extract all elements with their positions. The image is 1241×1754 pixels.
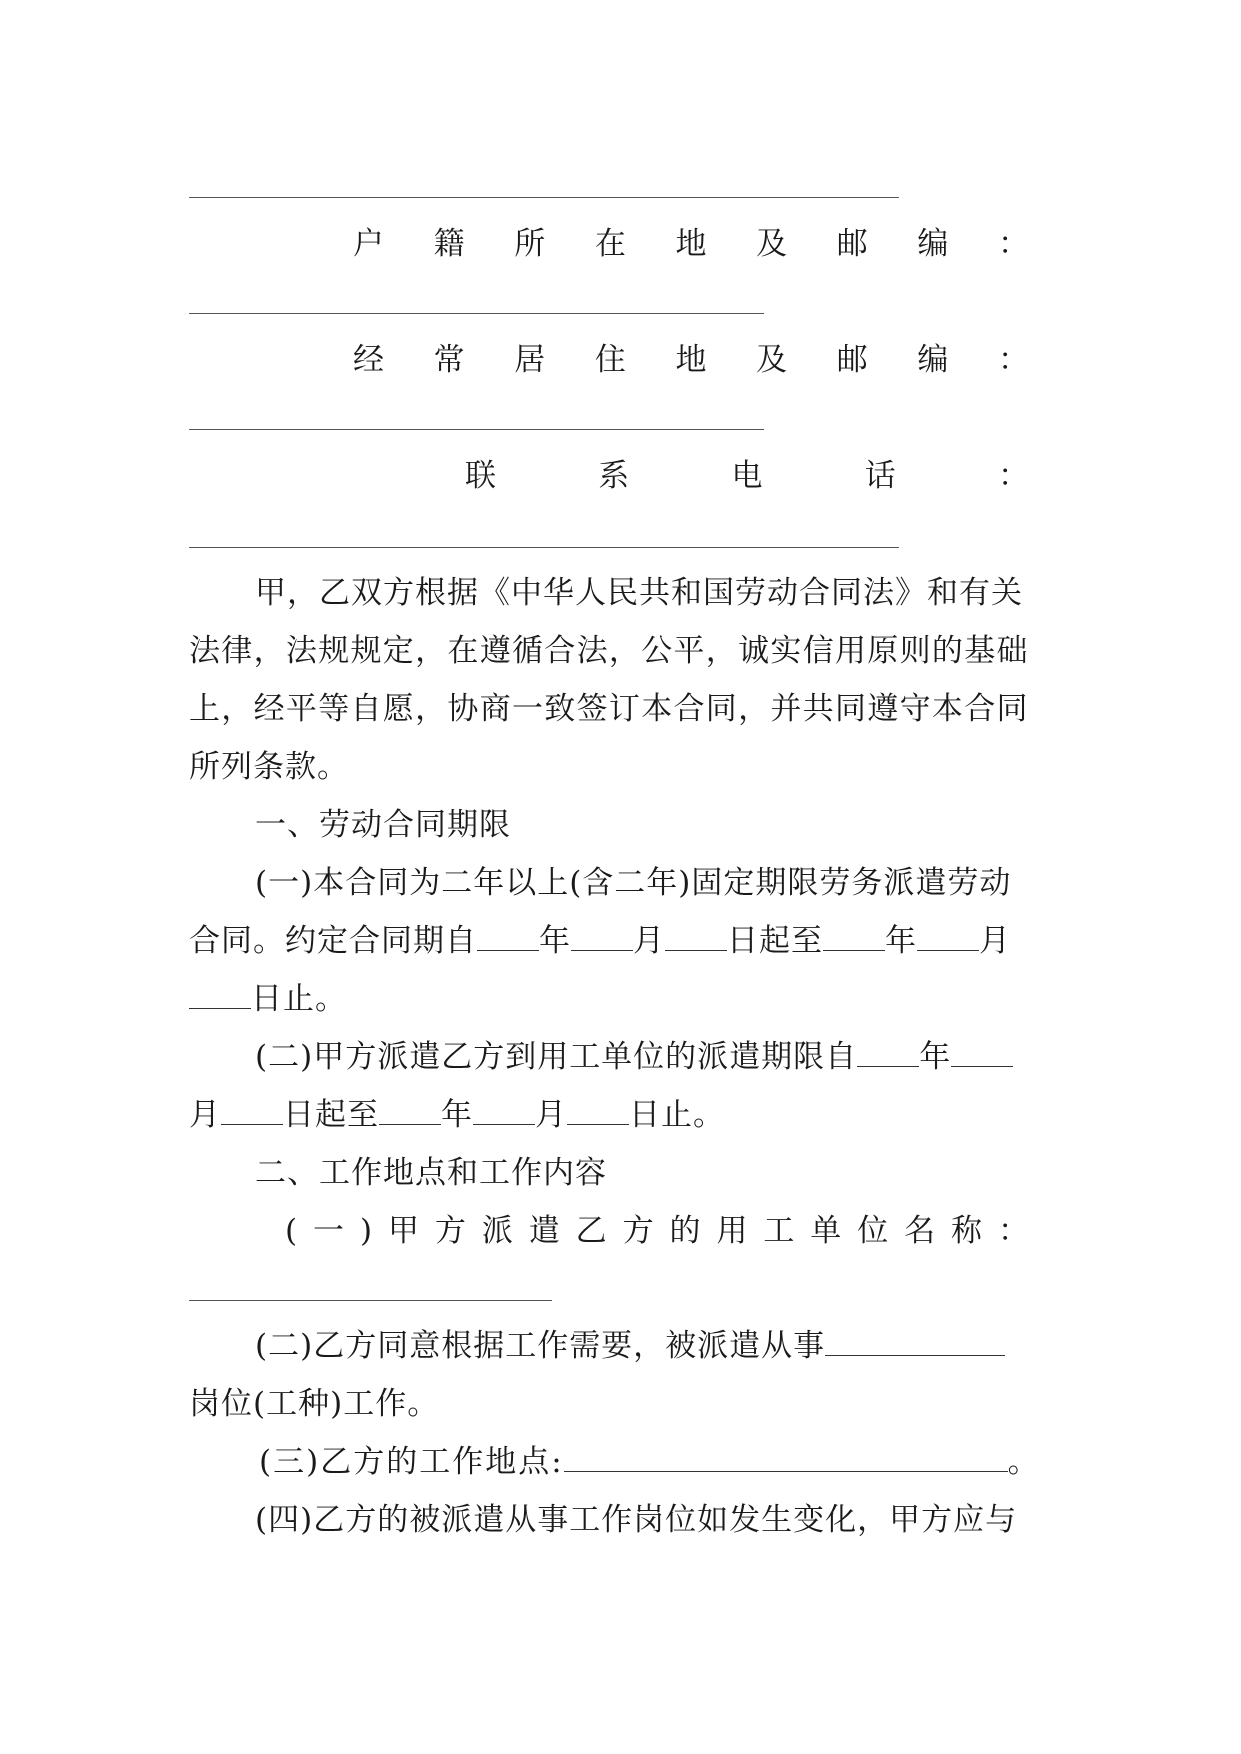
field-char: 户 <box>353 226 384 262</box>
fill-line <box>189 313 764 314</box>
field-char: 方 <box>622 1213 654 1249</box>
year-label: 年 <box>919 1039 952 1075</box>
job-post-label: (二)乙方同意根据工作需要，被派遣从事 <box>255 1328 826 1364</box>
field-char: 一 <box>313 1213 345 1249</box>
fill-line <box>189 197 899 198</box>
contract-period-label: 合同。约定合同期自 <box>189 923 477 959</box>
section-1-heading: 一、劳动合同期限 <box>255 807 511 843</box>
month-label: 月 <box>189 1097 221 1133</box>
field-phone <box>465 456 1029 496</box>
blank-field[interactable] <box>857 1038 919 1067</box>
field-char: 乙 <box>575 1213 607 1249</box>
field-char: 遣 <box>528 1213 560 1249</box>
blank-field[interactable] <box>825 1327 1005 1356</box>
period-mark: 。 <box>1007 1444 1041 1480</box>
field-char: 的 <box>669 1213 701 1249</box>
field-residence-address <box>353 340 1029 380</box>
field-char: 甲 <box>387 1213 419 1249</box>
field-hukou-address <box>353 224 1029 264</box>
field-char: 方 <box>434 1213 466 1249</box>
section-2-heading: 二、工作地点和工作内容 <box>255 1155 607 1191</box>
field-char: 派 <box>481 1213 513 1249</box>
day-end-label: 日止。 <box>251 981 347 1017</box>
fill-line <box>189 1300 552 1301</box>
field-char: 称 <box>951 1213 983 1249</box>
field-char: 编 <box>917 342 949 378</box>
field-char: 电 <box>731 458 763 494</box>
section-2-item-2-line-2: 岗位(工种)工作。 <box>189 1386 440 1422</box>
blank-field[interactable] <box>564 1443 1008 1472</box>
blank-field[interactable] <box>571 922 633 951</box>
field-char: 地 <box>675 226 707 262</box>
field-char: ) <box>359 1213 373 1249</box>
field-char: 在 <box>594 226 626 262</box>
intro-line-3: 上，经平等自愿，协商一致签订本合同，并共同遵守本合同 <box>189 691 1029 727</box>
year-label: 年 <box>539 923 571 959</box>
field-char: 及 <box>756 342 788 378</box>
intro-line-4: 所列条款。 <box>189 749 349 785</box>
blank-field[interactable] <box>951 1038 1013 1067</box>
month-label: 月 <box>535 1097 567 1133</box>
fill-line <box>189 429 764 430</box>
field-char: 名 <box>904 1213 936 1249</box>
field-char: 常 <box>433 342 465 378</box>
field-char: 邮 <box>836 342 868 378</box>
section-2-item-4-line-1: (四)乙方的被派遣从事工作岗位如发生变化，甲方应与 <box>255 1502 1018 1538</box>
field-char: 地 <box>675 342 707 378</box>
field-char: 单 <box>810 1213 842 1249</box>
dispatch-period-label: (二)甲方派遣乙方到用工单位的派遣期限自 <box>255 1039 858 1075</box>
year-label: 年 <box>441 1097 473 1133</box>
field-char: 编 <box>917 226 949 262</box>
field-char: 经 <box>353 342 384 378</box>
fill-line <box>189 547 899 548</box>
field-char: 话 <box>864 458 896 494</box>
field-char: ： <box>997 1213 1029 1249</box>
blank-field[interactable] <box>917 922 979 951</box>
section-2-item-2-line-1 <box>189 1326 1115 1366</box>
blank-field[interactable] <box>665 922 727 951</box>
field-char: ： <box>998 226 1029 262</box>
field-char: 系 <box>598 458 630 494</box>
field-char: 及 <box>756 226 788 262</box>
section-2-item-3 <box>189 1442 1119 1482</box>
section-1-item-1-line-1: (一)本合同为二年以上(含二年)固定期限劳务派遣劳动 <box>255 865 1012 901</box>
field-char: 籍 <box>433 226 465 262</box>
intro-line-2: 法律，法规规定，在遵循合法，公平，诚实信用原则的基础 <box>189 633 1029 669</box>
section-1-item-2-line-1 <box>189 1037 1115 1077</box>
month-label: 月 <box>633 923 665 959</box>
blank-field[interactable] <box>221 1096 283 1125</box>
blank-field[interactable] <box>189 980 251 1009</box>
day-from-label: 日起至 <box>727 923 823 959</box>
blank-field[interactable] <box>823 922 885 951</box>
field-char: 居 <box>514 342 546 378</box>
day-end-label: 日止。 <box>629 1097 725 1133</box>
field-char: 住 <box>594 342 626 378</box>
field-char: ( <box>285 1213 298 1249</box>
field-char: 所 <box>514 226 546 262</box>
field-char: ： <box>998 342 1029 378</box>
day-from-label: 日起至 <box>283 1097 379 1133</box>
field-char: 工 <box>763 1213 795 1249</box>
section-1-item-2-line-2 <box>189 1095 1049 1135</box>
blank-field[interactable] <box>379 1096 441 1125</box>
field-char: 用 <box>716 1213 748 1249</box>
section-2-item-1 <box>285 1211 1029 1251</box>
section-1-item-1-line-3 <box>189 979 1049 1019</box>
field-char: 联 <box>465 458 496 494</box>
field-char: 位 <box>857 1213 889 1249</box>
blank-field[interactable] <box>567 1096 629 1125</box>
work-location-label: (三)乙方的工作地点: <box>259 1444 564 1480</box>
intro-line-1: 甲，乙双方根据《中华人民共和国劳动合同法》和有关 <box>255 575 1023 611</box>
field-char: ： <box>998 458 1029 494</box>
field-char: 邮 <box>836 226 868 262</box>
blank-field[interactable] <box>477 922 539 951</box>
month-label: 月 <box>979 923 1011 959</box>
section-1-item-1-line-2 <box>189 921 1049 961</box>
year-label: 年 <box>885 923 917 959</box>
blank-field[interactable] <box>473 1096 535 1125</box>
